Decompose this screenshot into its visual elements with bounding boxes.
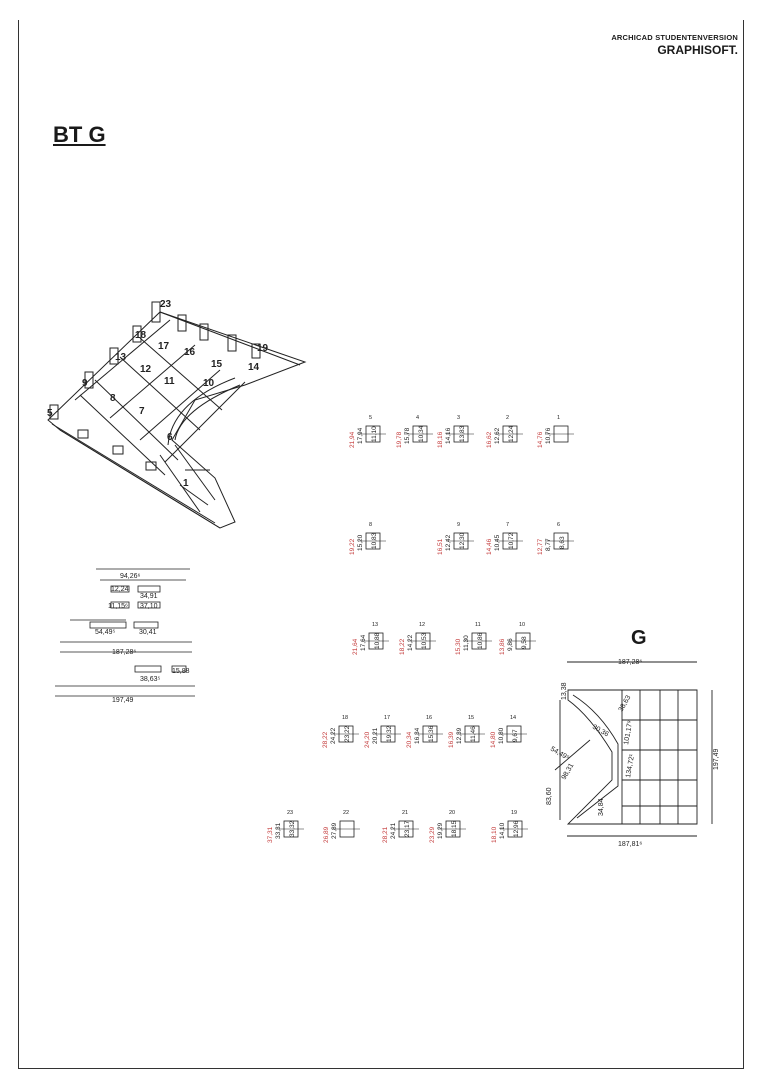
detail-dim: 24,21 [390,822,397,839]
plan-dim-right: 197,49 [713,748,720,770]
dim-label: 197,49 [112,697,134,704]
plan-dim-top: 187,28⁶ [618,659,643,666]
detail-dim: 8,63 [559,536,566,549]
detail-dim-red: 28,22 [322,731,329,748]
detail-dim: 33,31 [275,822,282,839]
detail-dim: 10,34 [418,425,425,442]
detail-dim-red: 19,22 [349,538,356,555]
detail-dim: 9,67 [512,729,519,742]
detail-dim-red: 23,29 [429,826,436,843]
detail-piece [364,715,401,748]
detail-dim-red: 14,46 [486,538,493,555]
detail-dim: 11,30 [463,635,470,651]
detail-piece [437,522,474,555]
dim-label: 37,10 [140,603,158,610]
detail-dim: 12,30 [459,532,466,549]
dimension-panel-labels [95,573,190,704]
detail-number: 23 [287,810,294,816]
detail-piece [399,622,436,655]
detail-dim: 12,24 [508,425,515,442]
detail-piece [323,810,360,843]
iso-label: 10 [203,378,215,389]
detail-number: 9 [457,522,461,528]
plan-dim-left: 13,38 [561,682,568,700]
detail-dim: 10,76 [545,427,552,444]
detail-number: 19 [511,810,518,816]
detail-dim: 27,89 [331,822,338,839]
detail-piece [490,715,527,748]
detail-dim: 14,10 [499,822,506,839]
dim-label: 34,91 [140,593,158,600]
detail-dim: 10,53 [421,632,428,649]
plan-dim-r: 101,17⁹ [623,720,635,746]
detail-number: 5 [369,415,373,421]
detail-dim: 11,46 [470,726,477,742]
detail-dim: 20,21 [372,727,379,744]
iso-label: 15 [211,359,223,370]
iso-label: 14 [248,362,260,373]
detail-number: 17 [384,715,391,721]
detail-number: 13 [372,622,379,628]
detail-dim-red: 18,10 [491,826,498,843]
detail-piece [537,522,574,555]
detail-dim-red: 13,86 [499,638,506,655]
detail-number: 11 [475,622,481,628]
detail-number: 21 [402,810,409,816]
detail-piece [455,622,492,655]
detail-dim: 17,64 [360,634,367,651]
plan-title: G [631,627,647,649]
detail-dim-red: 16,39 [448,731,455,748]
iso-label: 5 [47,408,53,419]
iso-label: 13 [115,352,127,363]
detail-number: 7 [506,522,510,528]
detail-dim: 15,36 [428,725,435,742]
iso-label: 19 [257,343,269,354]
detail-number: 12 [419,622,426,628]
dim-label: 12,24 [111,586,129,593]
plan-dim-inner: 34,84 [598,798,605,816]
detail-piece [349,522,386,555]
detail-number: 6 [557,522,561,528]
detail-dim: 19,32 [386,725,393,742]
detail-piece [382,810,419,843]
plan-dim-diag: 98,31 [560,762,576,781]
detail-dim-red: 16,51 [437,538,444,555]
detail-number: 15 [468,715,475,721]
detail-dim: 10,80 [498,727,505,744]
sheet-title: BT G [53,122,106,147]
dim-label: 54,49⁵ [95,629,116,636]
detail-dim: 12,42 [445,534,452,551]
detail-dim-red: 18,22 [399,638,406,655]
detail-dim: 9,58 [521,636,528,649]
plan-dim-inner: 38,63 [617,694,633,713]
dim-label: 11,15⁶ [108,603,128,610]
detail-dim: 23,22 [344,725,351,742]
detail-dim: 16,34 [414,727,421,744]
detail-dim-red: 21,64 [352,638,359,655]
detail-dim: 12,39 [456,727,463,744]
detail-dim: 33,32 [289,820,296,837]
dim-label: 187,28⁶ [112,649,137,656]
iso-label: 23 [160,299,172,310]
iso-label: 16 [184,347,196,358]
plan-dim-r: 134,72¹ [625,753,637,779]
iso-label: 8 [110,393,116,404]
detail-dim: 19,29 [437,822,444,839]
detail-piece [406,715,443,748]
detail-dim: 15,20 [357,534,364,551]
plan-dim-inner: 30,36 [591,723,610,739]
detail-piece [486,415,523,448]
detail-dim: 12,62 [494,427,501,444]
detail-dim: 10,86 [477,632,484,649]
detail-dim: 10,83 [371,532,378,549]
detail-piece [437,415,474,448]
detail-number: 10 [519,622,526,628]
detail-piece [448,715,485,748]
detail-dim-red: 12,77 [537,538,544,555]
detail-piece [352,622,389,655]
detail-number: 18 [342,715,349,721]
detail-dim-red: 19,78 [396,431,403,448]
iso-label: 11 [164,376,175,387]
dim-label: 38,63⁵ [140,676,161,683]
iso-label: 7 [139,406,145,417]
detail-number: 22 [343,810,350,816]
detail-dim-red: 15,30 [455,638,462,655]
detail-dim: 15,78 [404,427,411,444]
iso-label: 18 [135,330,147,341]
detail-number: 8 [369,522,373,528]
detail-dim: 8,77 [545,538,552,551]
detail-number: 1 [557,415,561,421]
detail-dim-red: 18,16 [437,431,444,448]
isometric-frame [48,302,305,528]
dim-label: 15,88 [172,668,190,675]
detail-dim: 13,83 [459,425,466,442]
detail-piece [396,415,433,448]
detail-dim: 14,22 [407,634,414,651]
detail-piece [322,715,359,748]
detail-dim: 18,15 [451,820,458,837]
detail-number: 16 [426,715,433,721]
detail-dim: 23,17 [404,820,411,837]
detail-dim: 10,45 [494,534,501,551]
detail-dim: 9,86 [507,638,514,651]
detail-piece [429,810,466,843]
detail-piece [486,522,523,555]
detail-dim-red: 26,89 [323,826,330,843]
detail-number: 4 [416,415,420,421]
detail-dim-red: 28,21 [382,826,389,843]
detail-piece [491,810,528,843]
detail-number: 2 [506,415,510,421]
detail-piece [267,810,304,843]
detail-dim-red: 14,80 [490,731,497,748]
detail-dim: 17,94 [357,427,364,444]
isometric-labels [47,299,269,489]
detail-dim: 12,96 [513,820,520,837]
plan-dim-diag: 83,60 [546,787,553,805]
detail-dim-red: 21,94 [349,431,356,448]
detail-dim: 11,10 [371,426,378,442]
dim-label: 30,41 [139,629,157,636]
detail-dim-red: 24,20 [364,731,371,748]
iso-label: 12 [140,364,152,375]
detail-piece [499,622,536,655]
detail-piece [537,415,574,448]
detail-dim-red: 16,62 [486,431,493,448]
iso-label: 6 [167,432,173,443]
detail-dim: 10,72 [508,532,515,549]
iso-label: 1 [183,478,189,489]
edition-label: ARCHICAD STUDENTENVERSION [611,33,738,42]
iso-label: 9 [82,378,88,389]
detail-dim-red: 37,31 [267,826,274,843]
dim-label: 94,26⁶ [120,573,141,580]
detail-dim: 14,16 [445,427,452,444]
detail-dim-red: 20,34 [406,731,413,748]
detail-dim: 24,22 [330,727,337,744]
detail-piece [349,415,386,448]
detail-number: 3 [457,415,461,421]
detail-dim-red: 14,76 [537,431,544,448]
detail-pieces [267,415,574,843]
plan-dim-diag: 54,49⁵ [549,745,571,762]
plan-dim-bottom: 187,81⁶ [618,841,643,848]
vendor-logo: GRAPHISOFT. [657,43,738,57]
detail-dim: 10,88 [374,632,381,649]
detail-number: 20 [449,810,456,816]
iso-label: 17 [158,341,170,352]
floor-plan [555,662,712,836]
detail-number: 14 [510,715,517,721]
